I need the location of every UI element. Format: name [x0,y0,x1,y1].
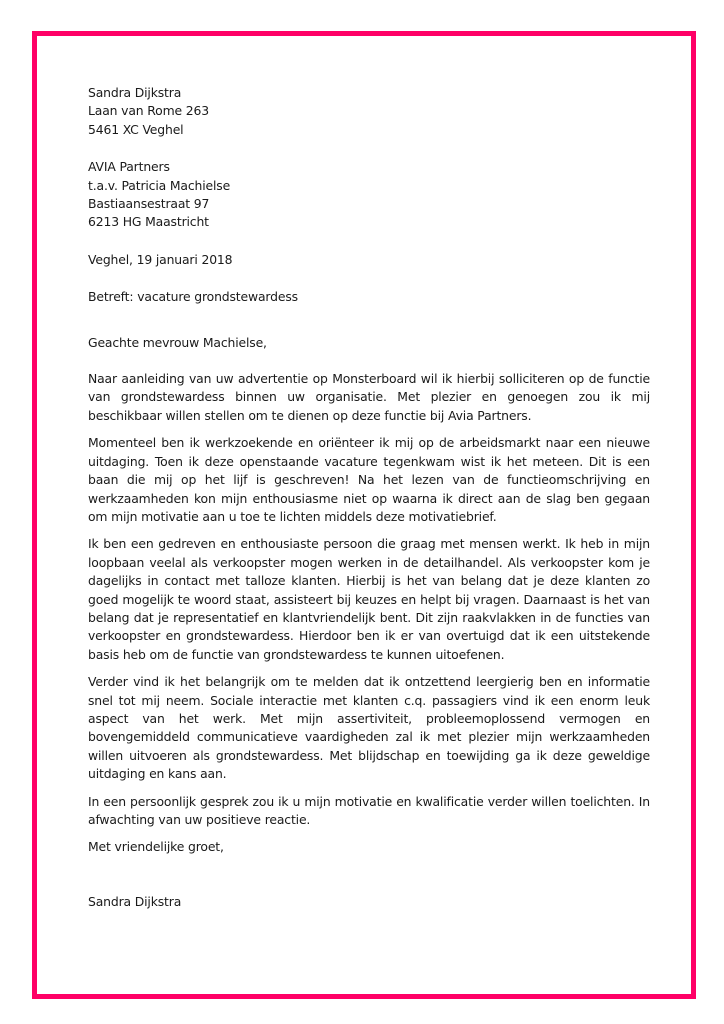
recipient-street: Bastiaansestraat 97 [88,196,210,212]
recipient-address [88,158,650,232]
salutation-line: Geachte mevrouw Machielse, [88,334,267,350]
sender-city: 5461 XC Veghel [88,121,184,137]
body-paragraph-4: Verder vind ik het belangrijk om te melden dat ik ontzettend leergierig ben en informatie snel tot mij neem. Sociale interactie met klanten c.q. passagiers vind ik een enorm leuk aspect van het werk. Met mijn assertiviteit, probleemoplossend vermogen en bovengemiddeld communicatieve vaardigheden zal ik met plezier mijn werkzaamheden willen uitvoeren als grondstewardess. Met blijdschap en toewijding ga ik deze geweldige uitdaging en kans aan. [88,674,650,782]
recipient-company: AVIA Partners [88,159,170,175]
recipient-attention: t.a.v. Patricia Machielse [88,177,231,193]
signature-name: Sandra Dijkstra [88,893,182,909]
body-paragraph-1: Naar aanleiding van uw advertentie op Monsterboard wil ik hierbij solliciteren op de functie van grondstewardess binnen uw organisatie. Met plezier en genoegen zou ik mij beschikbaar willen stellen om te dienen op deze functie bij Avia Partners. [88,371,650,423]
body-paragraph-2: Momenteel ben ik werkzoekende en oriënteer ik mij op de arbeidsmarkt naar een nieuwe uitdaging. Toen ik deze openstaande vacature tegenkwam wist ik het meteen. Dit is een baan die mij op het lijf is geschreven! Na het lezen van de functieomschrijving en werkzaamheden kon mijn enthousiasme niet op waarna ik direct aan de slag ben gegaan om mijn motivatie aan u toe te lichten middels deze motivatiebrief. [88,435,650,524]
body-paragraph-5: In een persoonlijk gesprek zou ik u mijn motivatie en kwalificatie verder willen toelichten. In afwachting van uw positieve reactie. [88,793,650,827]
letter-closing [88,838,650,856]
letter-body [88,370,650,829]
letter-salutation [88,334,650,352]
letter-date [88,251,650,269]
sender-name: Sandra Dijkstra [88,85,182,100]
date-line: Veghel, 19 januari 2018 [88,251,233,267]
closing-line: Met vriendelijke groet, [88,839,224,855]
subject-line: Betreft: vacature grondstewardess [88,289,298,305]
body-paragraph-3: Ik ben een gedreven en enthousiaste persoon die graag met mensen werkt. Ik heb in mijn loopbaan veelal als verkoopster mogen werken in de detailhandel. Als verkoopster kom je dagelijks in contact met talloze klanten. Hierbij is het van belang dat je deze klanten zo goed mogelijk te woord staat, assisteert bij keuzes en helpt bij vragen. Daarnaast is het van belang dat je representatief en klantvriendelijk bent. Dit zijn raakvlakken in de functies van verkoopster en grondstewardess. Hierdoor ben ik er van overtuigd dat ik een uitstekende basis heb om de functie van grondstewardess te kunnen uitoefenen. [88,536,650,662]
recipient-city: 6213 HG Maastricht [88,214,209,230]
sender-address [88,84,650,139]
letter-signature [88,893,650,911]
sender-street: Laan van Rome 263 [88,103,209,119]
letter [88,84,650,911]
letter-subject [88,288,650,306]
